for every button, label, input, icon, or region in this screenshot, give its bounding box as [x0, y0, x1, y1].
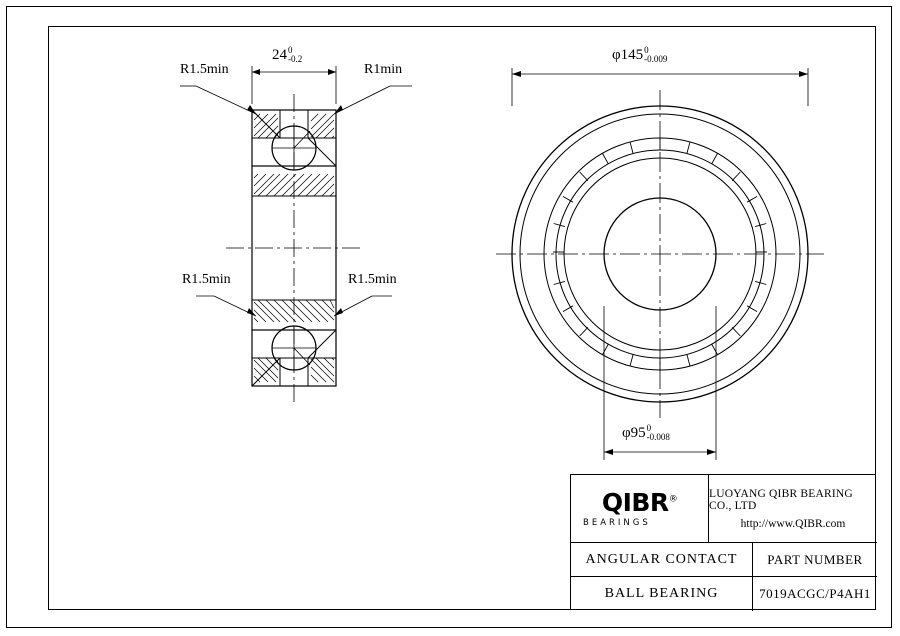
title-block-row-product-2 [571, 577, 877, 611]
dimension-id-tol-lower: -0.008 [646, 432, 670, 443]
part-number-value: 7019ACGC/P4AH1 [759, 586, 871, 601]
brand-logo [571, 475, 709, 542]
dimension-width [272, 46, 302, 65]
dimension-od-tol-upper: 0 [644, 45, 649, 55]
title-block-header-row [571, 475, 877, 543]
dimension-inner-diameter [622, 424, 670, 443]
company-info [709, 475, 877, 542]
dimension-width-tol-lower: -0.2 [288, 54, 303, 65]
brand-tagline: BEARINGS [583, 517, 651, 528]
dimension-outer-diameter [612, 46, 667, 65]
dimension-id-tol-upper: 0 [646, 423, 652, 433]
company-url: http://www.QIBR.com [740, 517, 846, 530]
dimension-od-tol-lower: -0.009 [644, 54, 668, 65]
dimension-id-value: φ95 [622, 424, 646, 441]
registered-mark-icon: ® [668, 494, 678, 505]
brand-logo-text [601, 487, 678, 517]
label-r15-top-left: R1.5min [180, 62, 229, 77]
dimension-width-tol-upper: 0 [288, 45, 293, 55]
label-r15-bottom-right: R1.5min [348, 272, 397, 287]
product-name-line1: ANGULAR CONTACT [571, 543, 753, 576]
part-number-label: PART NUMBER [767, 551, 863, 567]
title-block [570, 474, 876, 610]
dimension-od-value: φ145 [612, 46, 644, 63]
dimension-width-value: 24 [272, 46, 287, 63]
brand-name: QIBR [601, 487, 669, 517]
label-r15-bottom-left: R1.5min [182, 272, 231, 287]
title-block-row-product-1 [571, 543, 877, 577]
label-r1-top-right: R1min [364, 62, 403, 77]
company-name: LUOYANG QIBR BEARING CO., LTD [709, 487, 853, 512]
product-name-line2: BALL BEARING [571, 577, 753, 611]
